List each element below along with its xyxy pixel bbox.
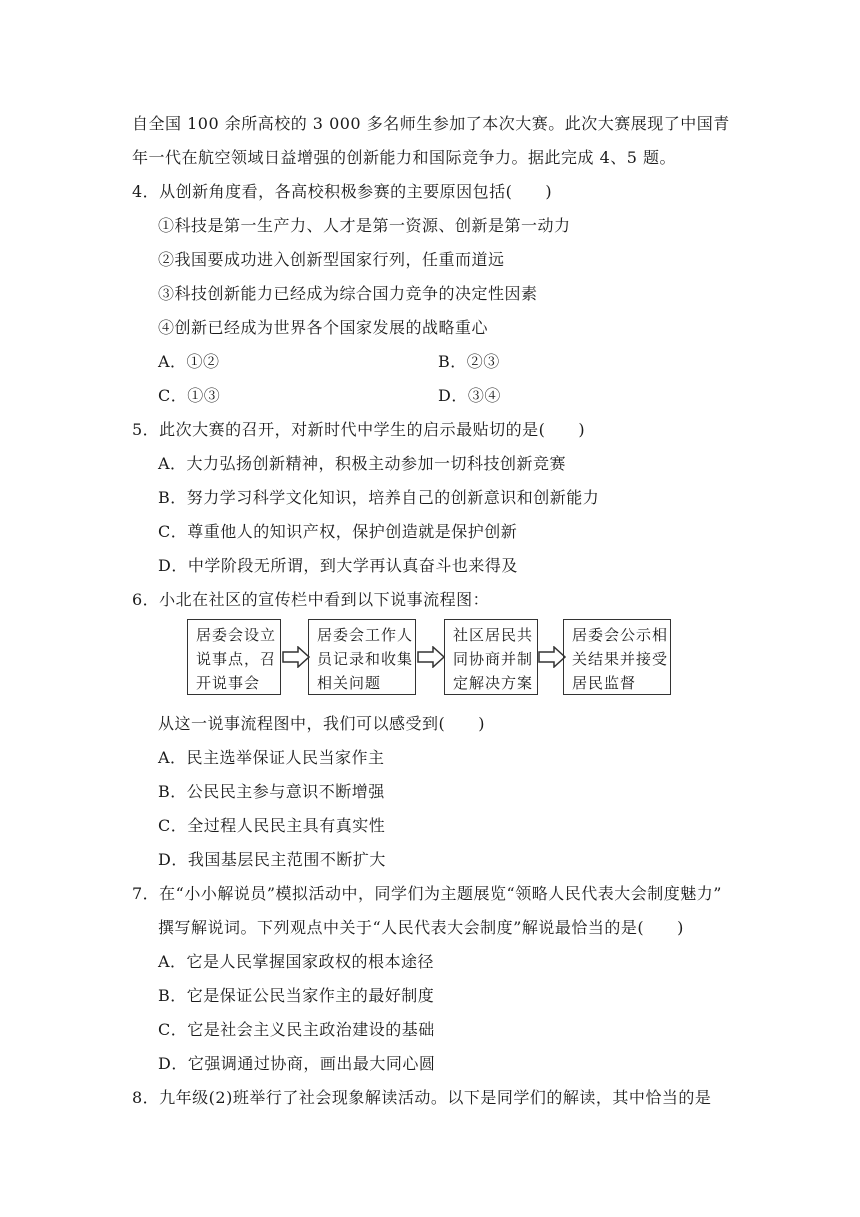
q6-option-d: D．我国基层民主范围不断扩大 (158, 850, 386, 869)
q7-stem: 7．在“小小解说员”模拟活动中，同学们为主题展览“领略人民代表大会制度魅力” (132, 884, 722, 903)
q4-item-3: ③科技创新能力已经成为综合国力竞争的决定性因素 (158, 284, 538, 303)
flow-arrow-1 (282, 646, 310, 668)
flow-arrow-3 (538, 646, 566, 668)
q4-option-b: B．②③ (438, 352, 500, 371)
q4-option-c: C．①③ (158, 386, 221, 405)
flow-step-3: 社区居民共 同协商并制 定解决方案 (444, 619, 538, 695)
q5-option-d: D．中学阶段无所谓，到大学再认真奋斗也来得及 (158, 556, 518, 575)
q8-stem: 8．九年级(2)班举行了社会现象解读活动。以下是同学们的解读，其中恰当的是 (132, 1088, 712, 1107)
q6-option-c: C．全过程人民民主具有真实性 (158, 816, 386, 835)
flow-arrow-2 (417, 646, 445, 668)
q5-stem: 5．此次大赛的召开，对新时代中学生的启示最贴切的是( ) (132, 420, 586, 439)
intro-line-1: 自全国 100 余所高校的 3 000 多名师生参加了本次大赛。此次大赛展现了中国青 (132, 114, 730, 133)
q4-option-d: D．③④ (438, 386, 501, 405)
q7-stem-cont: 撰写解说词。下列观点中关于“人民代表大会制度”解说最恰当的是( ) (158, 918, 684, 937)
q6-option-a: A．民主选举保证人民当家作主 (158, 748, 385, 767)
q7-option-a: A．它是人民掌握国家政权的根本途径 (158, 952, 435, 971)
q5-option-b: B．努力学习科学文化知识，培养自己的创新意识和创新能力 (158, 488, 600, 507)
q4-stem: 4．从创新角度看，各高校积极参赛的主要原因包括( ) (132, 182, 553, 201)
intro-line-2: 年一代在航空领域日益增强的创新能力和国际竞争力。据此完成 4、5 题。 (132, 148, 677, 167)
q5-option-a: A．大力弘扬创新精神，积极主动参加一切科技创新竞赛 (158, 454, 567, 473)
q6-sub-stem: 从这一说事流程图中，我们可以感受到( ) (158, 714, 485, 733)
flow-step-4: 居委会公示相 关结果并接受 居民监督 (563, 619, 671, 695)
q4-item-4: ④创新已经成为世界各个国家发展的战略重心 (158, 318, 489, 337)
q7-option-b: B．它是保证公民当家作主的最好制度 (158, 986, 435, 1005)
flow-step-2: 居委会工作人 员记录和收集 相关问题 (308, 619, 416, 695)
flow-step-1: 居委会设立 说事点，召 开说事会 (187, 619, 281, 695)
q7-option-d: D．它强调通过协商，画出最大同心圆 (158, 1054, 436, 1073)
q4-item-1: ①科技是第一生产力、人才是第一资源、创新是第一动力 (158, 216, 571, 235)
q4-item-2: ②我国要成功进入创新型国家行列，任重而道远 (158, 250, 505, 269)
q6-option-b: B．公民民主参与意识不断增强 (158, 782, 385, 801)
q5-option-c: C．尊重他人的知识产权，保护创造就是保护创新 (158, 522, 518, 541)
q6-stem: 6．小北在社区的宣传栏中看到以下说事流程图： (132, 590, 490, 609)
q4-option-a: A．①② (158, 352, 220, 371)
q7-option-c: C．它是社会主义民主政治建设的基础 (158, 1020, 435, 1039)
